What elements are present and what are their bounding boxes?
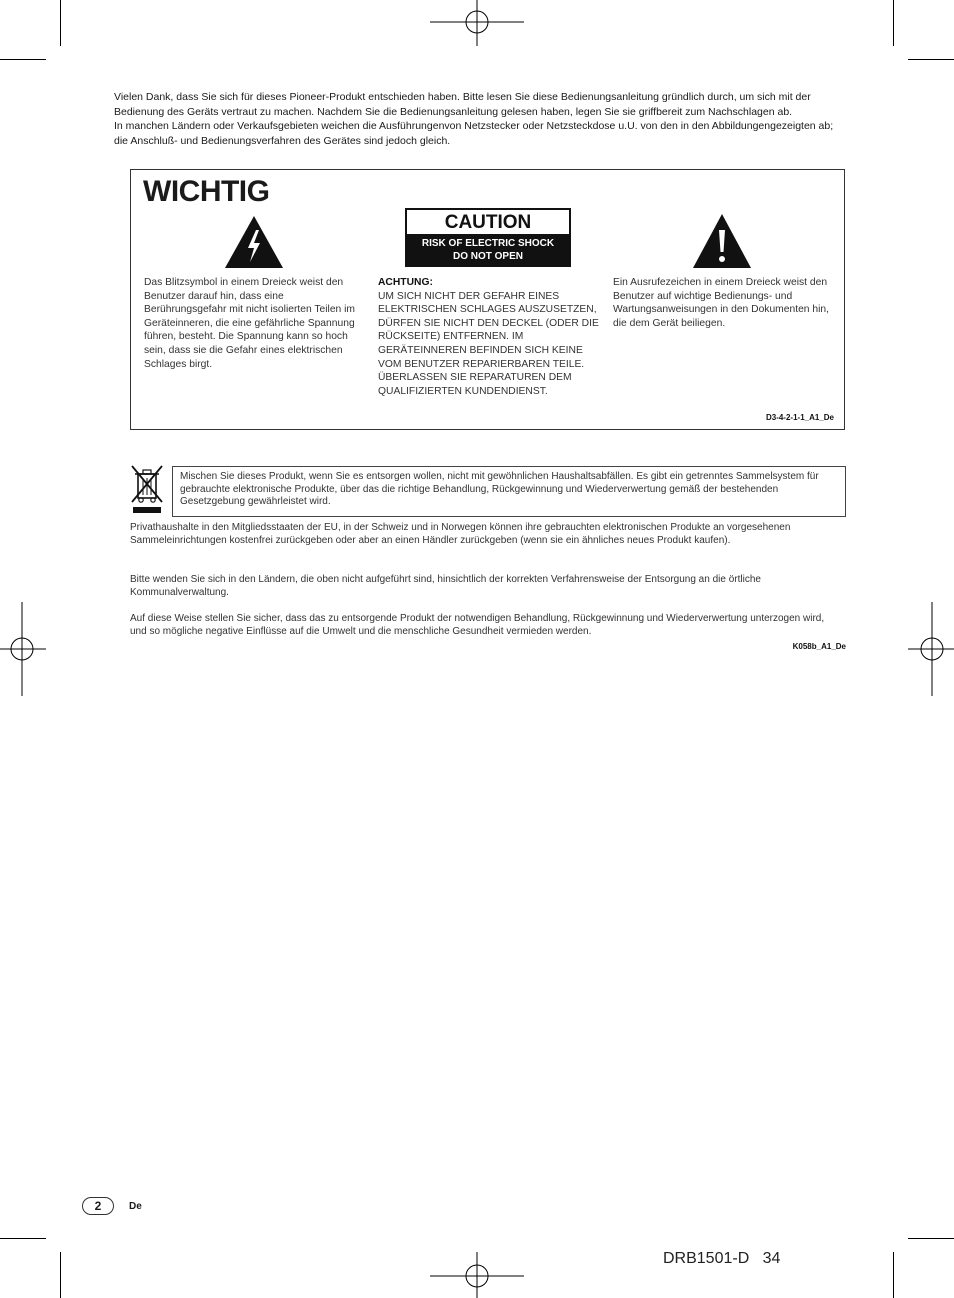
crop-mark <box>60 0 61 46</box>
disposal-paragraph: Bitte wenden Sie sich in den Ländern, die oben nicht aufgeführt sind, hinsichtlich der korrekten Verfahrensweise der Entsorgung an die örtliche Kommunalverwaltung. <box>130 574 761 598</box>
crop-mark <box>0 59 46 60</box>
registration-mark-top <box>430 0 524 46</box>
caution-subtext <box>407 234 569 265</box>
lightning-explanation: Das Blitzsymbol in einem Dreieck weist den Benutzer darauf hin, dass eine Berührungsgefahr mit nicht isolierten Teilen im Geräteinneren, die eine gefährliche Spannung führen, besteht. Die Spannung kann so hoch sein, dass sie die Gefahr eines elektrischen Schlages birgt. <box>144 277 356 370</box>
page-number: 2 <box>82 1197 114 1215</box>
section-code: K058b_A1_De <box>792 642 846 651</box>
document-code: DRB1501-D 34 <box>663 1250 781 1267</box>
disposal-paragraph: Auf diese Weise stellen Sie sicher, dass das zu entsorgende Produkt der notwendigen Behandlung, Rückgewinnung und Wiederverwertung unterzogen wird, und so mögliche negative Einflüsse auf die Umwelt und die menschliche Gesundheit vermieden werden. <box>130 613 825 637</box>
crop-mark <box>893 0 894 46</box>
caution-label <box>405 208 571 267</box>
crop-mark <box>893 1252 894 1298</box>
wichtig-title: WICHTIG <box>143 175 270 208</box>
registration-mark-bottom <box>430 1252 524 1298</box>
intro-paragraph: Vielen Dank, dass Sie sich für dieses Pioneer-Produkt entschieden haben. Bitte lesen Sie diese Bedienungsanleitung gründlich durch, um sich mit der Bedienung des Geräts vertraut zu machen. Nachdem Sie die Bedienungsanleitung gelesen haben, legen Sie sie griffbereit zum Nachschlagen ab. <box>114 91 811 118</box>
crop-mark <box>908 1238 954 1239</box>
section-code: D3-4-2-1-1_A1_De <box>765 413 834 422</box>
language-code: De <box>129 1201 142 1212</box>
crop-mark <box>60 1252 61 1298</box>
caution-word: CAUTION <box>444 212 532 233</box>
achtung-warning <box>378 276 600 398</box>
wichtig-box <box>130 169 845 430</box>
exclamation-explanation: Ein Ausrufezeichen in einem Dreieck weist den Benutzer auf wichtige Bedienungs- und Wartungsanweisungen in den Dokumenten hin, die dem Gerät beiliegen. <box>613 277 829 329</box>
intro-paragraph: In manchen Ländern oder Verkaufsgebieten weichen die Ausführungenvon Netzstecker oder Netzsteckdose u.U. von den in den Abbildungengezeigten ab; die Anschluß- und Bedienungsverfahren des Gerätes sind jedoch gleich. <box>114 120 834 147</box>
crop-mark <box>0 1238 46 1239</box>
intro-text <box>114 90 834 148</box>
crop-mark <box>908 59 954 60</box>
crossed-bin-icon <box>129 464 165 516</box>
disposal-paragraph: Privathaushalte in den Mitgliedsstaaten der EU, in der Schweiz und in Norwegen können ihre gebrauchten elektronischen Produkte an vorgesehenen Sammeleinrichtungen kostenfrei zurückgeben oder aber an einen Händler zurückgeben (wenn sie ein ähnliches neues Produkt kaufen). <box>130 522 791 546</box>
registration-mark-right <box>908 602 954 696</box>
achtung-heading: ACHTUNG: <box>378 277 433 288</box>
disposal-notice-box: Mischen Sie dieses Produkt, wenn Sie es entsorgen wollen, nicht mit gewöhnlichen Haushaltsabfällen. Es gibt ein getrenntes Sammelsystem für gebrauchte elektronische Produkte, über das die richtige Behandlung, Rückgewinnung und Wiederverwertung gemäß der bestehenden Gesetzgebung gewährleistet wird. <box>172 466 846 517</box>
exclamation-triangle-icon <box>691 212 753 270</box>
lightning-triangle-icon <box>223 214 285 270</box>
caution-line: DO NOT OPEN <box>452 251 523 262</box>
achtung-text: UM SICH NICHT DER GEFAHR EINES ELEKTRISCHEN SCHLAGES AUSZUSETZEN, DÜRFEN SIE NICHT DEN DECKEL (ODER DIE RÜCKSEITE) ENTFERNEN. IM GERÄTEINNEREN BEFINDEN SICH KEINE VOM BENUTZER REPARIERBAREN TEILE. ÜBERLASSEN SIE REPARATUREN DEM QUALIFIZIERTEN KUNDENDIENST. <box>378 290 599 397</box>
registration-mark-left <box>0 602 46 696</box>
caution-line: RISK OF ELECTRIC SHOCK <box>421 238 555 249</box>
